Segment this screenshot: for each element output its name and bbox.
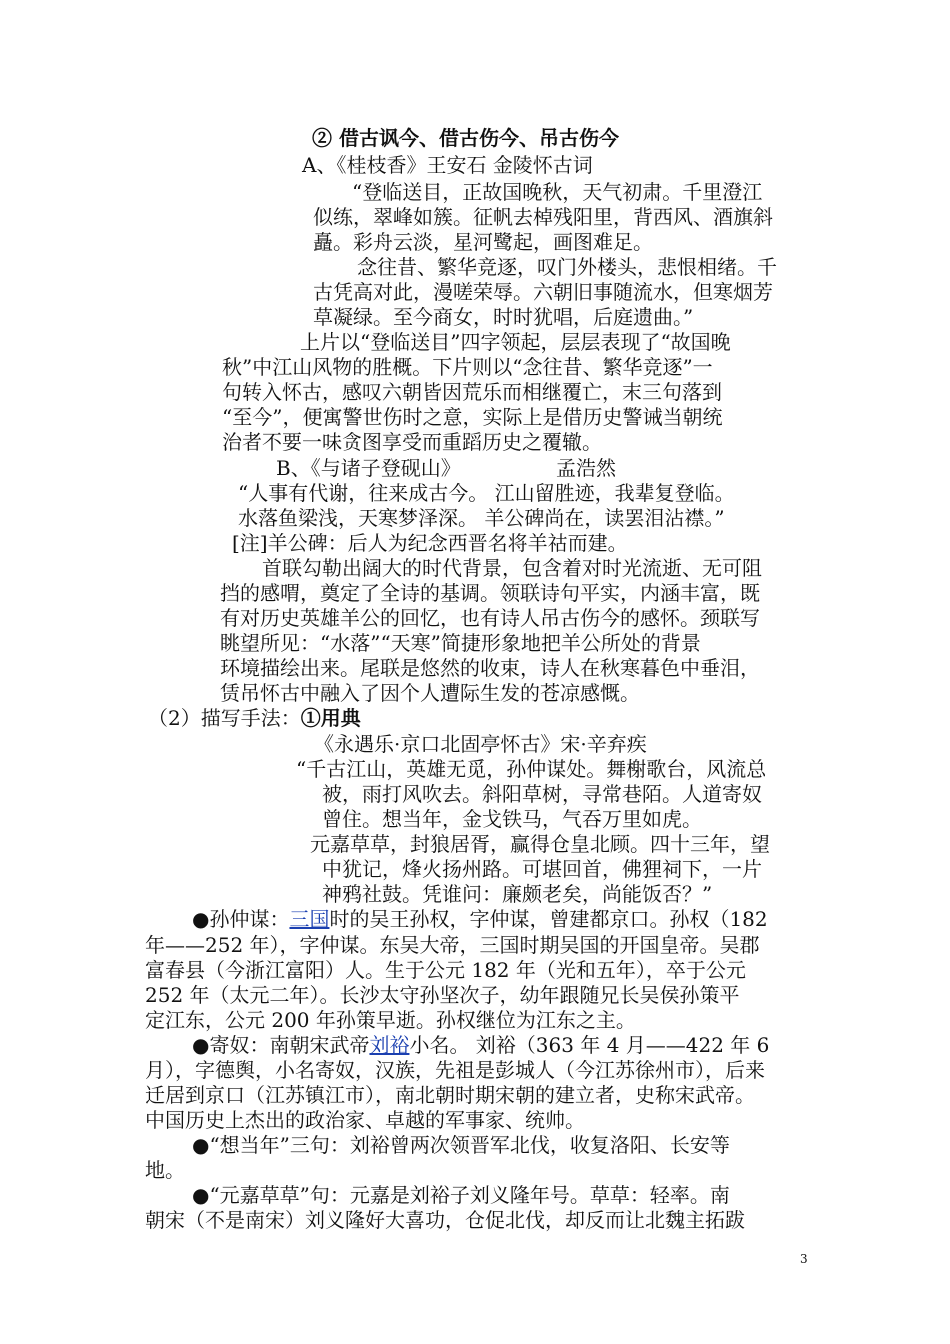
poem-b-analysis: 有对历史英雄羊公的回忆，也有诗人吊古伤今的感怀。颈联写 [220,606,760,630]
poem-c-title: 《永遇乐·京口北固亭怀古》宋·辛弃疾 [314,732,647,756]
note-line: 中国历史上杰出的政治家、卓越的军事家、统帅。 [145,1108,585,1132]
note-xiangdangnian: ●“想当年”三句：刘裕曾两次领晋军北伐，收复洛阳、长安等 [192,1133,730,1157]
poem-b-line: 水落鱼梁浅，天寒梦泽深。 羊公碑尚在，读罢泪沾襟。” [238,506,725,530]
poem-c-line: 元嘉草草，封狼居胥，赢得仓皇北顾。四十三年，望 [310,832,770,856]
poem-a-line: 矗。彩舟云淡，星河鹭起，画图难足。 [313,230,653,254]
note-text: ●孙仲谋： [192,907,290,931]
poem-a-analysis: 治者不要一味贪图享受而重蹈历史之覆辙。 [222,430,602,454]
section-heading: ② 借古讽今、借古伤今、吊古伤今 [312,126,619,150]
note-line: 252 年（太元二年）。长沙太守孙坚次子，幼年跟随兄长吴侯孙策平 [145,983,740,1007]
poem-a-analysis: 秋”中江山风物的胜概。下片则以“念往昔、繁华竞逐”一 [222,355,713,379]
method-label: （2）描写手法： [148,706,301,730]
poem-c-line: 曾住。想当年，金戈铁马，气吞万里如虎。 [322,807,702,831]
poem-b-note: [注]羊公碑：后人为纪念西晋名将羊祜而建。 [232,531,628,555]
poem-a-line: 草凝绿。至今商女，时时犹唱，后庭遗曲。” [313,305,694,329]
poem-a-analysis: “至今”，便寓警世伤时之意，实际上是借历史警诫当朝统 [222,405,723,429]
link-liu-yu[interactable]: 刘裕 [369,1033,410,1057]
poem-a-title: A、《桂枝香》王安石 金陵怀古词 [302,153,593,177]
poem-c-line: 中犹记，烽火扬州路。可堪回首，佛狸祠下，一片 [322,857,762,881]
poem-a-analysis: 上片以“登临送目”四字领起，层层表现了“故国晚 [300,330,731,354]
note-text: 时的吴王孙权，字仲谋，曾建都京口。孙权（182 [329,907,768,931]
poem-b-analysis: 赁吊怀古中融入了因个人遭际生发的苍凉感慨。 [220,681,640,705]
poem-b-analysis: 眺望所见：“水落”“天寒”简捷形象地把羊公所处的背景 [220,631,701,655]
poem-a-line: 古凭高对此，漫嗟荣辱。六朝旧事随流水，但寒烟芳 [313,280,773,304]
poem-b-title: B、《与诸子登砚山》 [276,456,461,480]
note-line: 迁居到京口（江苏镇江市），南北朝时期宋朝的建立者，史称宋武帝。 [145,1083,755,1107]
page-number: 3 [800,1252,808,1266]
poem-b-analysis: 首联勾勒出阔大的时代背景，包含着对时光流逝、无可阻 [262,556,762,580]
poem-b-author: 孟浩然 [556,456,616,480]
note-sun-zhongmou [192,907,768,931]
poem-a-line: 念往昔、繁华竞逐，叹门外楼头，悲恨相绪。千 [357,255,777,279]
note-text: 小名。 刘裕（363 年 4 月——422 年 6 [409,1033,770,1057]
note-line: 地。 [145,1158,185,1182]
poem-b-line: “人事有代谢，往来成古今。 江山留胜迹，我辈复登临。 [238,481,735,505]
note-line: 年——252 年），字仲谋。东吴大帝，三国时期吴国的开国皇帝。吴郡 [145,933,760,957]
poem-a-line: “登临送目，正故国晚秋，天气初肃。千里澄江 [352,180,763,204]
poem-b-analysis: 环境描绘出来。尾联是悠然的收束，诗人在秋寒暮色中垂泪， [220,656,760,680]
note-line: 朝宋（不是南宋）刘义隆好大喜功，仓促北伐，却反而让北魏主拓跋 [145,1208,745,1232]
note-line: 富春县（今浙江富阳）人。生于公元 182 年（光和五年），卒于公元 [145,958,746,982]
link-three-kingdoms[interactable]: 三国 [289,907,330,931]
method-sub: ①用典 [300,706,361,730]
poem-b-analysis: 挡的感喟，奠定了全诗的基调。领联诗句平实，内涵丰富，既 [220,581,760,605]
poem-a-line: 似练，翠峰如簇。征帆去棹残阳里，背西风、酒旗斜 [313,205,773,229]
note-yuanjia: ●“元嘉草草”句：元嘉是刘裕子刘义隆年号。草草：轻率。南 [192,1183,730,1207]
method-heading [148,706,361,730]
note-text: ●寄奴：南朝宋武帝 [192,1033,370,1057]
note-line: 月），字德舆，小名寄奴，汉族，先祖是彭城人（今江苏徐州市），后来 [145,1058,765,1082]
poem-c-line: 被，雨打风吹去。斜阳草树，寻常巷陌。人道寄奴 [322,782,762,806]
note-line: 定江东，公元 200 年孙策早逝。孙权继位为江东之主。 [145,1008,636,1032]
poem-a-analysis: 句转入怀古，感叹六朝皆因荒乐而相继覆亡，末三句落到 [222,380,722,404]
note-jinu [192,1033,769,1057]
poem-c-line: “千古江山，英雄无觅，孙仲谋处。舞榭歌台，风流总 [296,757,767,781]
poem-c-line: 神鸦社鼓。凭谁问：廉颇老矣，尚能饭否？” [322,882,713,906]
